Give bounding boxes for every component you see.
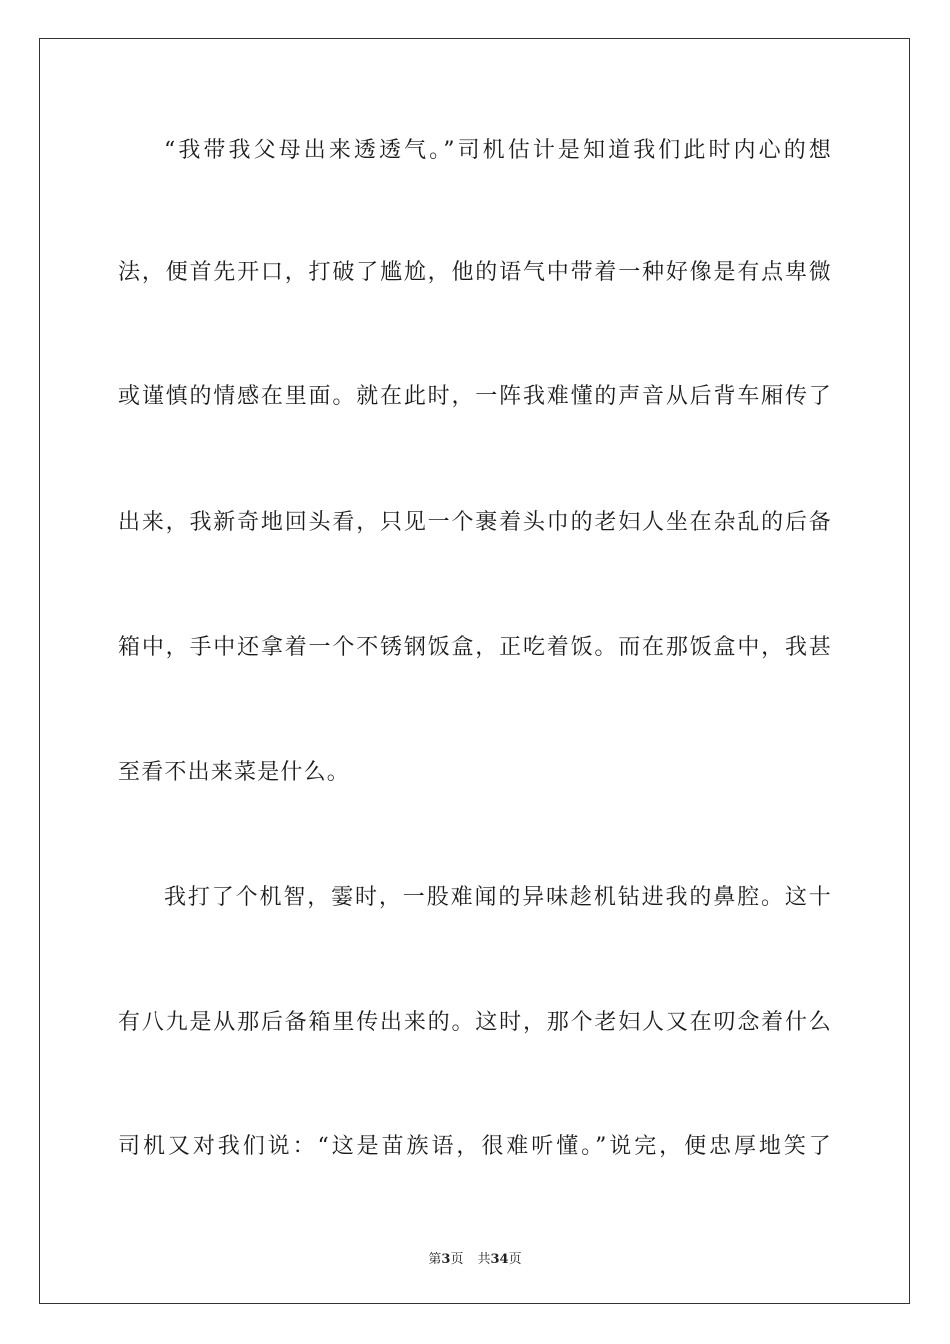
text-line: 箱中，手中还拿着一个不锈钢饭盒，正吃着饭。而在那饭盒中，我甚	[118, 635, 832, 660]
total-prefix: 共	[477, 1252, 491, 1267]
text-line: 出来，我新奇地回头看，只见一个裹着头巾的老妇人坐在杂乱的后备	[118, 510, 832, 535]
text-line: “我带我父母出来透透气。”司机估计是知道我们此时内心的想	[164, 138, 832, 163]
total-suffix: 页	[508, 1252, 522, 1267]
text-line: 法，便首先开口，打破了尴尬，他的语气中带着一种好像是有点卑微	[118, 260, 832, 285]
page-suffix: 页	[450, 1252, 464, 1267]
page-prefix: 第	[428, 1252, 442, 1267]
text-line: 有八九是从那后备箱里传出来的。这时，那个老妇人又在叨念着什么	[118, 1010, 832, 1035]
text-line: 或谨慎的情感在里面。就在此时，一阵我难懂的声音从后背车厢传了	[118, 384, 832, 409]
text-line: 至看不出来菜是什么。	[118, 760, 351, 785]
page-border	[39, 38, 910, 1304]
page-footer	[0, 1248, 950, 1267]
page-number: 3	[441, 1252, 451, 1267]
text-line: 司机又对我们说：“这是苗族语，很难听懂。”说完，便忠厚地笑了	[118, 1134, 832, 1159]
text-line: 我打了个机智，霎时，一股难闻的异味趁机钻进我的鼻腔。这十	[164, 885, 832, 910]
total-pages: 34	[490, 1252, 509, 1267]
